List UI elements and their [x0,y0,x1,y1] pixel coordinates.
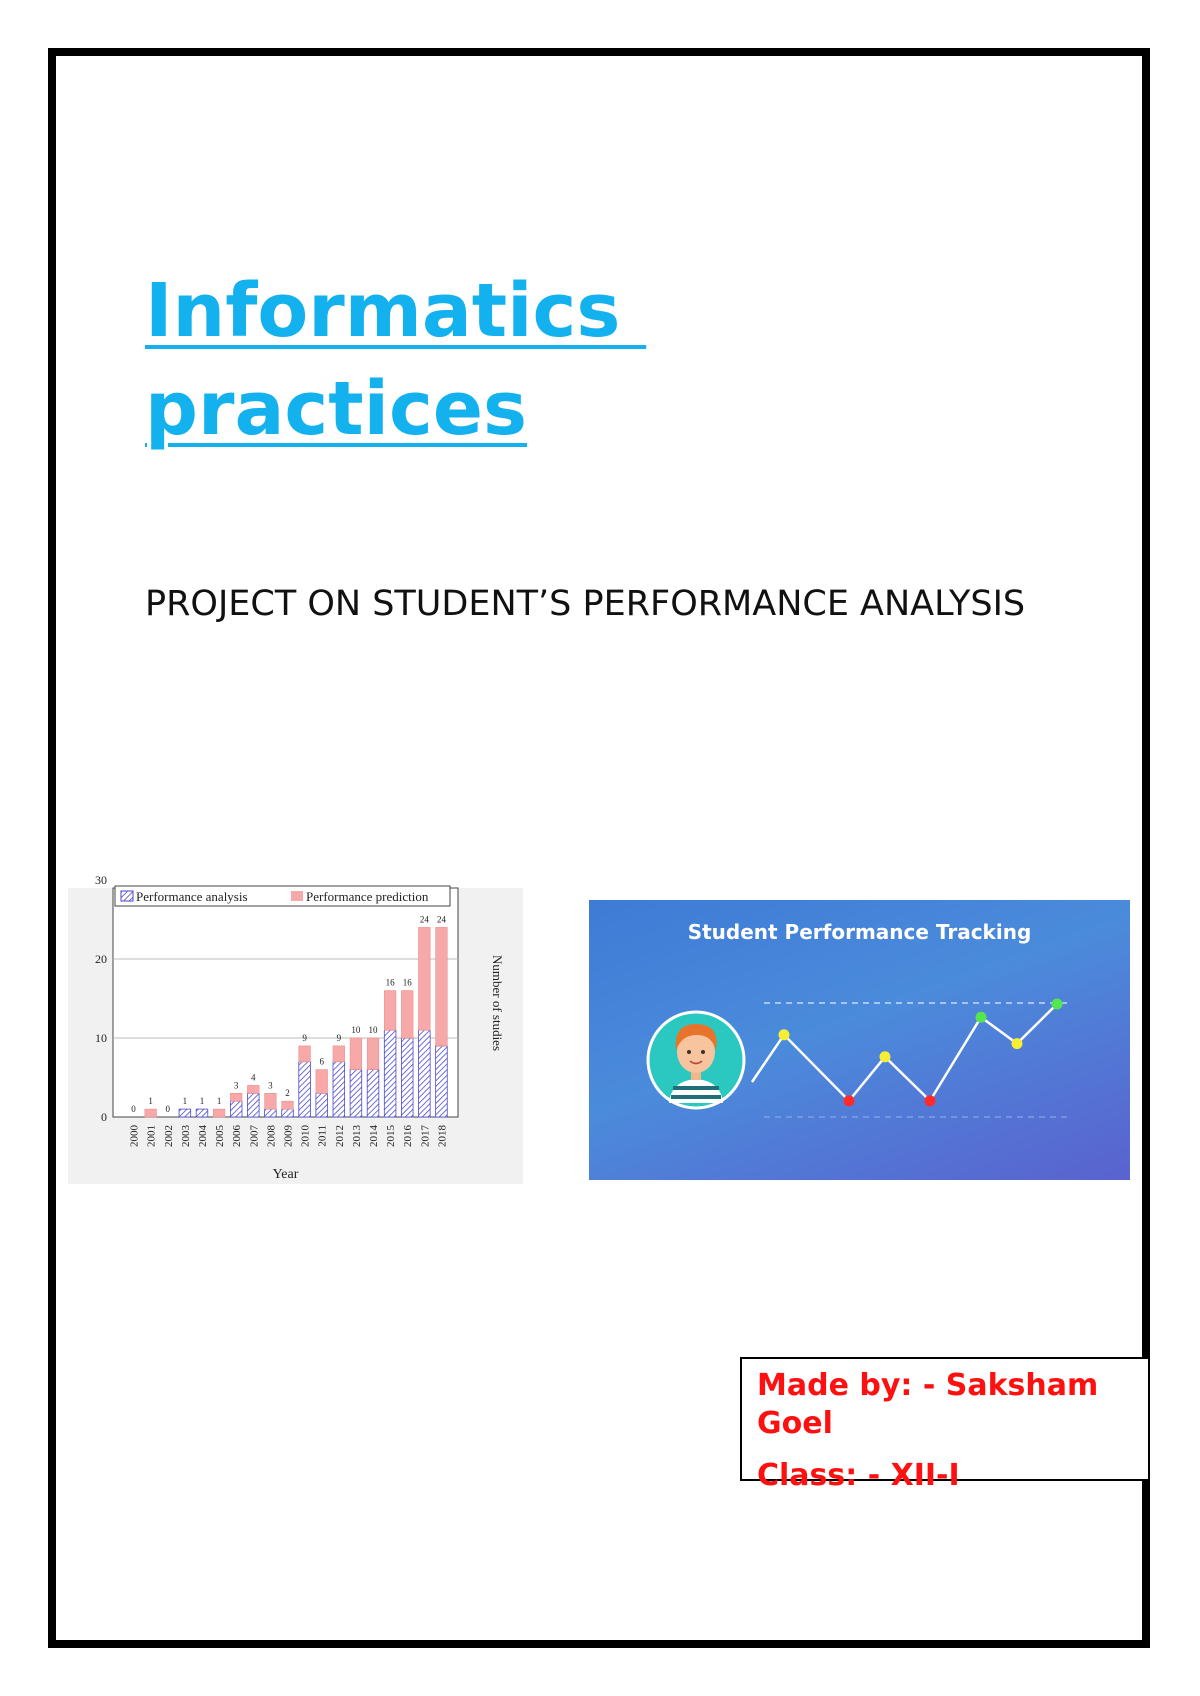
bar-analysis [350,1070,362,1117]
bar-analysis [282,1109,294,1117]
x-tick-label: 2004 [196,1125,209,1147]
made-by-text: Made by: - Saksham Goel [757,1368,1099,1441]
credits-box [740,1357,1150,1493]
x-tick-label: 2005 [214,1125,227,1147]
x-tick-label: 2013 [350,1125,363,1147]
bar-total-label: 10 [368,1025,378,1035]
x-tick-label: 2008 [265,1125,278,1147]
legend-swatch-analysis [121,891,133,901]
bar-prediction [247,1085,259,1093]
y-tick-label: 20 [95,952,107,966]
avatar-eye [687,1050,691,1054]
bar-analysis [179,1109,191,1117]
bar-total-label: 2 [285,1088,290,1099]
bar-total-label: 16 [385,977,395,988]
bar-prediction [401,991,413,1038]
y-tick-label: 30 [95,873,107,887]
bar-total-label: 3 [268,1080,273,1091]
bar-prediction [299,1046,311,1062]
bar-total-label: 1 [182,1096,188,1107]
legend-label-analysis: Performance analysis [136,889,248,904]
x-tick-label: 2006 [231,1125,244,1147]
bar-total-label: 9 [302,1032,307,1043]
bar-total-label: 24 [436,914,446,925]
x-tick-label: 2001 [145,1125,158,1147]
x-tick-label: 2012 [333,1125,346,1147]
x-axis-title: Year [272,1167,299,1182]
x-tick-label: 2002 [162,1125,175,1147]
bar-total-label: 24 [419,914,429,925]
project-subtitle: PROJECT ON STUDENT’S PERFORMANCE ANALYSIS [145,584,1026,624]
bar-prediction [265,1093,277,1109]
bar-total-label: 3 [233,1080,239,1091]
x-tick-label: 2016 [402,1125,415,1147]
shirt-stripe [671,1095,721,1099]
bar-analysis [436,1046,448,1117]
legend-swatch-prediction [291,891,303,901]
bar-analysis [196,1109,208,1117]
studies-bar-chart [68,873,523,1184]
bar-analysis [333,1062,345,1117]
bar-total-label: 6 [319,1056,324,1067]
bar-analysis [247,1093,259,1117]
bar-total-label: 1 [148,1096,153,1107]
bar-total-label: 9 [336,1032,342,1043]
x-tick-label: 2007 [248,1125,261,1147]
performance-point [1052,999,1063,1010]
performance-point [880,1051,891,1062]
x-tick-label: 2014 [368,1125,381,1147]
legend-label-prediction: Performance prediction [306,889,429,904]
bar-prediction [316,1070,328,1094]
class-text: Class: - XII-I [757,1458,960,1493]
bar-analysis [384,1030,396,1117]
bar-prediction [145,1109,157,1117]
x-tick-label: 2009 [282,1125,295,1147]
y-tick-label: 10 [95,1031,107,1045]
title-line-1: Informatics [145,268,647,354]
performance-point [844,1095,855,1106]
bar-analysis [316,1093,328,1117]
bar-prediction [213,1109,225,1117]
student-avatar-icon [648,1012,744,1108]
x-tick-label: 2018 [436,1125,449,1147]
x-tick-label: 2017 [419,1125,432,1147]
bar-prediction [367,1038,379,1070]
performance-tracking-image [589,900,1130,1180]
bar-prediction [282,1101,294,1109]
avatar-eye [701,1050,705,1054]
bar-analysis [265,1109,277,1117]
bar-total-label: 1 [216,1096,222,1107]
bar-total-label: 0 [131,1104,136,1114]
title-line-2: practices [145,366,528,452]
x-tick-label: 2000 [128,1125,141,1147]
bar-analysis [230,1101,242,1117]
bar-analysis [367,1070,379,1117]
bar-prediction [230,1093,242,1101]
bar-total-label: 4 [251,1072,256,1083]
bar-prediction [333,1046,345,1062]
x-tick-label: 2003 [179,1125,192,1147]
performance-point [976,1012,987,1023]
bar-prediction [419,927,431,1030]
bar-analysis [401,1038,413,1117]
bar-prediction [384,991,396,1031]
x-tick-label: 2010 [299,1125,312,1147]
bar-analysis [299,1062,311,1117]
bar-total-label: 0 [165,1104,171,1114]
bar-prediction [350,1038,362,1070]
x-tick-label: 2011 [316,1125,329,1147]
performance-point [1012,1038,1023,1049]
bar-chart-svg [68,873,523,1184]
x-tick-label: 2015 [385,1125,398,1147]
y-axis-title: Number of studies [490,954,505,1052]
tracking-title: Student Performance Tracking [687,920,1032,944]
document-title [145,262,646,458]
y-tick-label: 0 [101,1110,107,1124]
performance-point [779,1029,790,1040]
bar-prediction [436,927,448,1046]
bar-total-label: 1 [199,1096,205,1107]
chart-legend [115,886,450,906]
performance-line [752,1004,1057,1101]
bar-analysis [419,1030,431,1117]
performance-point [925,1095,936,1106]
shirt-stripe [673,1086,719,1090]
bar-total-label: 10 [351,1025,361,1035]
bar-total-label: 16 [402,977,412,988]
